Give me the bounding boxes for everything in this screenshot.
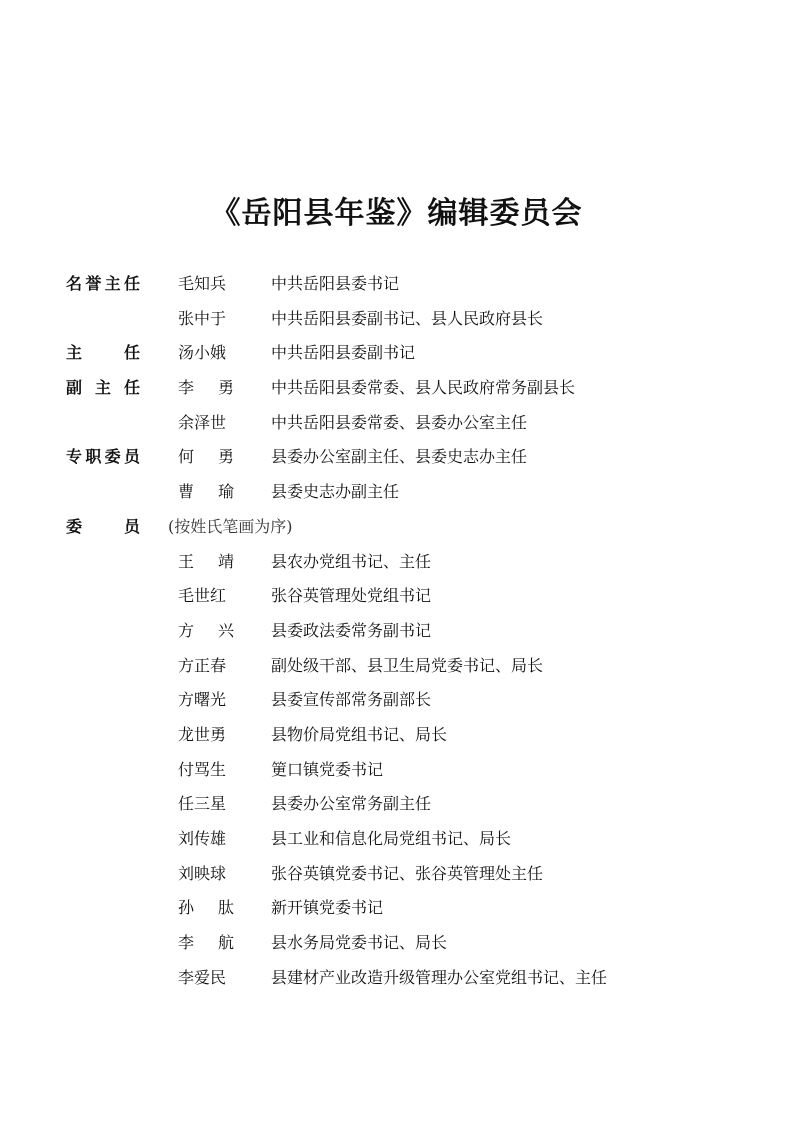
committee-row xyxy=(0,371,793,406)
committee-row xyxy=(0,336,793,371)
member-position: 县委政法委常务副书记 xyxy=(271,620,432,640)
member-position: 县委史志办副主任 xyxy=(271,482,400,502)
member-name: 龙世勇 xyxy=(178,724,227,744)
members-order-note: (按姓氏笔画为序) xyxy=(168,516,293,536)
member-name: 方正春 xyxy=(178,655,227,675)
member-name: 方 兴 xyxy=(178,620,234,640)
member-name: 何 勇 xyxy=(178,447,234,467)
member-name: 毛世红 xyxy=(178,586,227,606)
member-name: 孙 肽 xyxy=(178,898,234,918)
member-name: 毛知兵 xyxy=(178,274,227,293)
committee-row xyxy=(0,406,793,441)
committee-row xyxy=(0,926,793,961)
member-position: 县委办公室常务副主任 xyxy=(271,794,432,814)
member-position: 县水务局党委书记、局长 xyxy=(271,933,448,953)
committee-row xyxy=(0,822,793,857)
member-position: 张谷英镇党委书记、张谷英管理处主任 xyxy=(271,863,544,883)
member-name: 任三星 xyxy=(178,794,227,814)
member-name: 付骂生 xyxy=(178,759,227,779)
member-position: 张谷英管理处党组书记 xyxy=(271,586,432,606)
member-position: 县委办公室副主任、县委史志办主任 xyxy=(271,447,528,467)
member-name: 曹 瑜 xyxy=(178,482,234,502)
committee-list xyxy=(0,267,793,995)
committee-row xyxy=(0,857,793,892)
member-position: 中共岳阳县委常委、县委办公室主任 xyxy=(271,412,528,432)
role-label: 委 员 xyxy=(66,516,140,536)
member-position: 中共岳阳县委书记 xyxy=(271,274,400,293)
member-position: 中共岳阳县委常委、县人民政府常务副县长 xyxy=(271,378,576,398)
member-position: 副处级干部、县卫生局党委书记、局长 xyxy=(271,655,544,675)
committee-row xyxy=(0,787,793,822)
member-name: 王 靖 xyxy=(178,551,234,571)
role-label: 副 主 任 xyxy=(66,378,140,398)
member-name: 李 勇 xyxy=(178,378,234,398)
member-name: 刘传雄 xyxy=(178,829,227,848)
member-name: 李 航 xyxy=(178,933,234,953)
page-title: 《岳阳县年鉴》编辑委员会 xyxy=(210,196,583,231)
committee-row xyxy=(0,753,793,788)
member-name: 余泽世 xyxy=(178,412,227,432)
committee-row xyxy=(0,891,793,926)
committee-row xyxy=(0,579,793,614)
member-name: 方曙光 xyxy=(178,690,227,710)
committee-row xyxy=(0,440,793,475)
committee-row xyxy=(0,302,793,337)
member-position: 县工业和信息化局党组书记、局长 xyxy=(271,829,512,848)
member-position: 新开镇党委书记 xyxy=(271,898,384,918)
committee-row xyxy=(0,961,793,996)
member-position: 县委宣传部常务副部长 xyxy=(271,690,432,710)
member-name: 李爱民 xyxy=(178,967,227,987)
committee-row xyxy=(0,267,793,302)
member-position: 县物价局党组书记、局长 xyxy=(271,724,448,744)
committee-row xyxy=(0,510,793,545)
committee-row xyxy=(0,683,793,718)
role-label: 名 誉 主 任 xyxy=(66,274,140,293)
member-name: 汤小娥 xyxy=(178,343,227,363)
member-position: 中共岳阳县委副书记、县人民政府县长 xyxy=(271,308,544,328)
role-label: 专 职 委 员 xyxy=(66,447,140,467)
member-position: 县建材产业改造升级管理办公室党组书记、主任 xyxy=(271,967,608,987)
member-position: 中共岳阳县委副书记 xyxy=(271,343,416,363)
committee-row xyxy=(0,475,793,510)
committee-row xyxy=(0,649,793,684)
committee-row xyxy=(0,718,793,753)
member-name: 刘映球 xyxy=(178,863,227,883)
member-position: 县农办党组书记、主任 xyxy=(271,551,432,571)
role-label: 主 任 xyxy=(66,343,140,363)
committee-row xyxy=(0,545,793,580)
committee-row xyxy=(0,614,793,649)
member-position: 筻口镇党委书记 xyxy=(271,759,384,779)
member-name: 张中于 xyxy=(178,308,227,328)
